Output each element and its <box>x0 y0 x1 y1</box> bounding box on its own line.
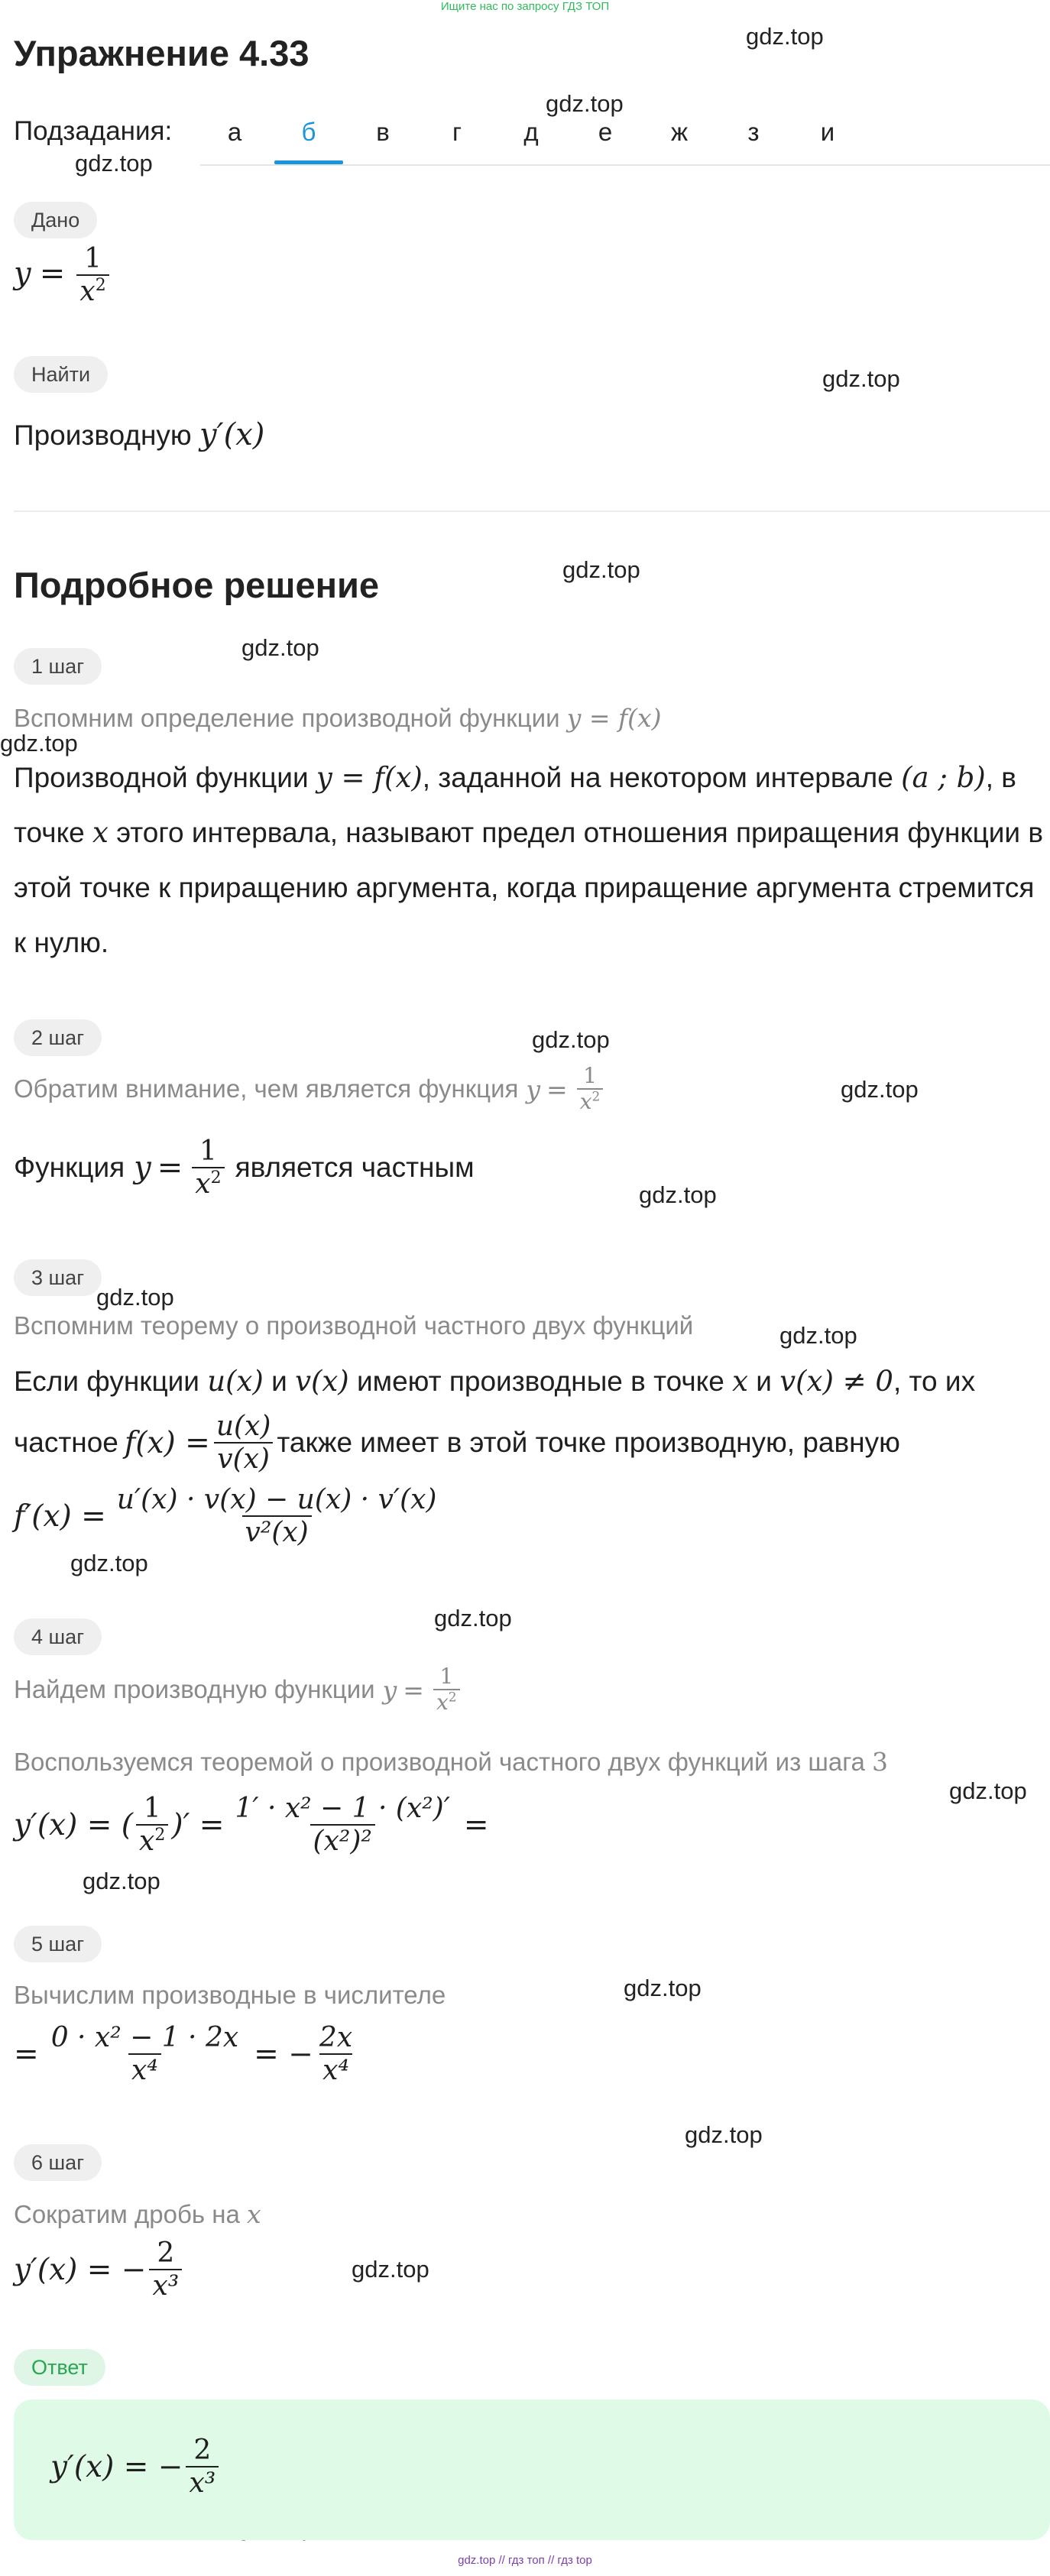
step-2-body-post: является частным <box>235 1152 475 1184</box>
step-1-hint-text: Вспомним определение производной функции <box>14 704 560 732</box>
step-2-hint-text: Обратим внимание, чем является функция <box>14 1074 519 1103</box>
given-eq: = <box>39 255 66 291</box>
step-4-inner-den <box>136 1824 168 1857</box>
step-6-chip: 6 шаг <box>14 2144 102 2181</box>
given-den-exp: 2 <box>95 276 106 296</box>
step-3-l2-t1: частное <box>14 1427 118 1459</box>
step-6-hint-math: x <box>246 2199 261 2229</box>
step-2-chip: 2 шаг <box>14 1019 102 1056</box>
step-5-hint: Вычислим производные в числителе <box>14 1981 446 2009</box>
tab-d[interactable]: д <box>523 118 539 146</box>
solution-title: Подробное решение <box>14 565 380 605</box>
footer: gdz.top // гдз топ // гдз top <box>458 2554 592 2567</box>
step-4-inner-num: 1 <box>143 1793 161 1824</box>
step-3-l2-m1: f(x) = <box>124 1425 210 1460</box>
watermark: gdz.top <box>75 150 153 177</box>
step-2-fraction <box>192 1136 224 1201</box>
step-3-f-fraction <box>114 1484 440 1549</box>
step-4-hint-den-base: x <box>436 1690 449 1716</box>
step-4-rhs-fraction <box>232 1793 452 1858</box>
step-2-hint-lhs: y <box>526 1074 541 1104</box>
watermark: gdz.top <box>352 2256 429 2283</box>
answer-den: x³ <box>186 2466 219 2499</box>
step-3-line-1 <box>14 1365 975 1398</box>
step-3-l1-m1: u(x) <box>207 1365 264 1398</box>
step-6-fraction <box>149 2237 182 2302</box>
step-5-chip: 5 шаг <box>14 1926 102 1962</box>
find-line <box>14 417 264 452</box>
step-1-hint <box>14 703 662 733</box>
answer-fraction <box>186 2435 219 2500</box>
step-2-hint-den-base: x <box>579 1089 592 1115</box>
step-2-den <box>192 1167 224 1200</box>
step-3-l2-num: u(x) <box>216 1411 271 1442</box>
watermark: gdz.top <box>241 634 319 661</box>
step-6-den: x³ <box>149 2269 182 2302</box>
tab-v[interactable]: в <box>376 118 390 146</box>
tab-i[interactable]: и <box>820 118 835 146</box>
step-4-hint-den-exp: 2 <box>448 1690 457 1706</box>
step-1-m1: y = f(x) <box>316 761 423 794</box>
step-3-l1-t1: Если функции <box>14 1366 208 1397</box>
watermark: gdz.top <box>96 1284 174 1311</box>
subtask-tabs <box>200 107 1050 166</box>
step-4-tail: = <box>463 1807 489 1842</box>
step-5-den1: x⁴ <box>128 2053 161 2086</box>
watermark: gdz.top <box>546 90 624 117</box>
step-4-rhs-num: 1′ · x² − 1 · (x²)′ <box>235 1793 450 1824</box>
step-6-hint-text: Сократим дробь на <box>14 2200 240 2228</box>
step-3-l1-m4: v(x) ≠ 0 <box>779 1365 893 1398</box>
given-num: 1 <box>84 243 102 274</box>
step-3-l1-m2: v(x) <box>295 1365 349 1398</box>
step-2-lhs: y <box>134 1150 151 1186</box>
step-1-t1: Производной функции <box>14 762 316 793</box>
find-text: Производную <box>14 420 192 451</box>
step-4-formula <box>14 1793 489 1858</box>
step-5-eq1: = <box>14 2036 39 2072</box>
watermark: gdz.top <box>562 556 640 583</box>
step-5-eq2: = − <box>254 2036 313 2072</box>
step-2-eq: = <box>157 1150 183 1186</box>
step-5-fraction-2 <box>316 2022 355 2087</box>
step-2-hint-den <box>577 1088 604 1114</box>
step-6-formula <box>14 2237 185 2302</box>
step-3-l1-m3: x <box>732 1365 748 1398</box>
watermark: gdz.top <box>746 23 824 50</box>
step-1-m2: (a ; b) <box>901 761 986 794</box>
step-4-hint2-text: Воспользуемся теоремой о производной частного двух функций из шага <box>14 1748 865 1776</box>
tab-z[interactable]: з <box>747 118 760 146</box>
step-5-num1: 0 · x² − 1 · 2x <box>50 2022 239 2053</box>
step-3-l1-t2: и <box>263 1366 296 1397</box>
tab-zh[interactable]: ж <box>670 118 689 146</box>
step-6-hint <box>14 2199 261 2229</box>
step-2-body-pre: Функция <box>14 1152 125 1184</box>
watermark: gdz.top <box>949 1777 1027 1804</box>
watermark: gdz.top <box>639 1181 717 1208</box>
step-2-hint-eq: = <box>546 1074 568 1104</box>
watermark: gdz.top <box>841 1076 919 1103</box>
step-5-fraction-1 <box>48 2022 241 2087</box>
step-1-t2: , заданной на некотором интервале <box>422 762 902 793</box>
step-4-lhs: y′(x) = ( <box>14 1807 133 1842</box>
step-3-hint: Вспомним теорему о производной частного двух функций <box>14 1311 694 1340</box>
step-1-t3: , в точке <box>14 762 1016 848</box>
step-2-den-exp: 2 <box>210 1168 222 1188</box>
step-3-l1-t3: имеют производные в точке <box>348 1366 733 1397</box>
step-5-den2: x⁴ <box>319 2053 352 2086</box>
step-3-l2-fraction <box>213 1411 274 1476</box>
step-3-l2-den: v(x) <box>214 1442 273 1475</box>
step-3-l1-t5: , то их <box>893 1366 976 1397</box>
step-4-hint-num: 1 <box>439 1664 454 1689</box>
step-3-chip: 3 шаг <box>14 1259 102 1296</box>
watermark: gdz.top <box>83 1868 160 1894</box>
step-3-line-2 <box>14 1411 900 1476</box>
step-4-hint-eq: = <box>403 1674 424 1705</box>
answer-formula <box>50 2435 222 2500</box>
subtasks-label: Подзадания: <box>14 116 173 146</box>
step-3-f-den: v²(x) <box>242 1515 312 1548</box>
step-4-hint-2 <box>14 1747 888 1777</box>
given-den <box>76 274 109 307</box>
tab-g[interactable]: г <box>452 118 462 146</box>
step-4-chip: 4 шаг <box>14 1619 102 1655</box>
step-2-hint <box>14 1064 606 1114</box>
tab-a[interactable]: а <box>227 118 242 146</box>
watermark: gdz.top <box>624 1975 702 2001</box>
section-divider <box>14 510 1050 512</box>
given-formula <box>14 243 112 308</box>
given-den-base: x <box>79 276 96 308</box>
step-1-m3: x <box>92 816 109 849</box>
step-3-l1-t4: и <box>748 1366 780 1397</box>
watermark: gdz.top <box>434 1605 512 1631</box>
step-6-lhs: y′(x) = − <box>14 2252 147 2287</box>
step-1-chip: 1 шаг <box>14 648 102 685</box>
answer-chip: Ответ <box>14 2349 105 2386</box>
step-4-inner-fraction <box>136 1793 168 1858</box>
step-5-formula <box>14 2022 358 2087</box>
watermark: gdz.top <box>70 1550 148 1576</box>
step-4-hint-lhs: y <box>382 1674 397 1705</box>
watermark: gdz.top <box>0 730 78 757</box>
answer-box <box>14 2399 1050 2540</box>
step-2-den-base: x <box>195 1168 211 1201</box>
step-4-close: )′ = <box>171 1807 225 1842</box>
watermark: gdz.top <box>532 1026 610 1053</box>
given-fraction <box>76 243 109 308</box>
step-1-hint-math: y = f(x) <box>566 703 662 733</box>
watermark: gdz.top <box>822 365 900 392</box>
tab-b[interactable]: б <box>301 118 316 146</box>
step-2-hint-num: 1 <box>583 1063 597 1088</box>
step-4-hint-fraction <box>433 1664 460 1715</box>
step-4-inner-den-exp: 2 <box>154 1826 166 1845</box>
answer-num: 2 <box>193 2435 212 2466</box>
step-6-num: 2 <box>157 2237 175 2269</box>
step-2-num: 1 <box>199 1136 217 1167</box>
step-4-hint2-num: 3 <box>872 1747 889 1777</box>
step-4-hint <box>14 1664 463 1715</box>
step-4-hint-text: Найдем производную функции <box>14 1675 375 1704</box>
step-2-hint-fraction <box>577 1064 604 1114</box>
step-2-hint-den-exp: 2 <box>591 1089 601 1105</box>
find-expr: y′(x) <box>199 417 265 452</box>
watermark: gdz.top <box>685 2121 763 2148</box>
step-5-num2: 2x <box>319 2022 353 2053</box>
step-3-formula <box>14 1484 442 1549</box>
step-2-body <box>14 1136 475 1201</box>
answer-lhs: y′(x) = − <box>50 2449 183 2484</box>
active-tab-underline <box>274 160 343 164</box>
step-4-hint-den <box>433 1689 460 1715</box>
tab-e[interactable]: е <box>598 118 613 146</box>
find-chip: Найти <box>14 356 108 393</box>
page-title: Упражнение 4.33 <box>14 33 309 73</box>
top-banner: Ищите нас по запросу ГДЗ ТОП <box>440 0 610 13</box>
step-4-rhs-den: (x²)² <box>310 1824 375 1857</box>
step-4-inner-den-base: x <box>139 1826 155 1858</box>
watermark: gdz.top <box>779 1322 857 1349</box>
given-chip: Дано <box>14 202 97 238</box>
step-3-f-num: u′(x) · v(x) − u(x) · v′(x) <box>116 1484 437 1515</box>
given-lhs: y <box>14 255 31 291</box>
step-3-f-lhs: f′(x) = <box>14 1499 106 1534</box>
step-1-body <box>14 750 1050 970</box>
step-3-l2-t2: также имеет в этой точке производную, равную <box>277 1427 900 1459</box>
step-1-t4: этого интервала, называют предел отношения приращения функции в этой точке к приращению аргумента, когда приращение аргумента стремится к нулю. <box>14 817 1044 958</box>
